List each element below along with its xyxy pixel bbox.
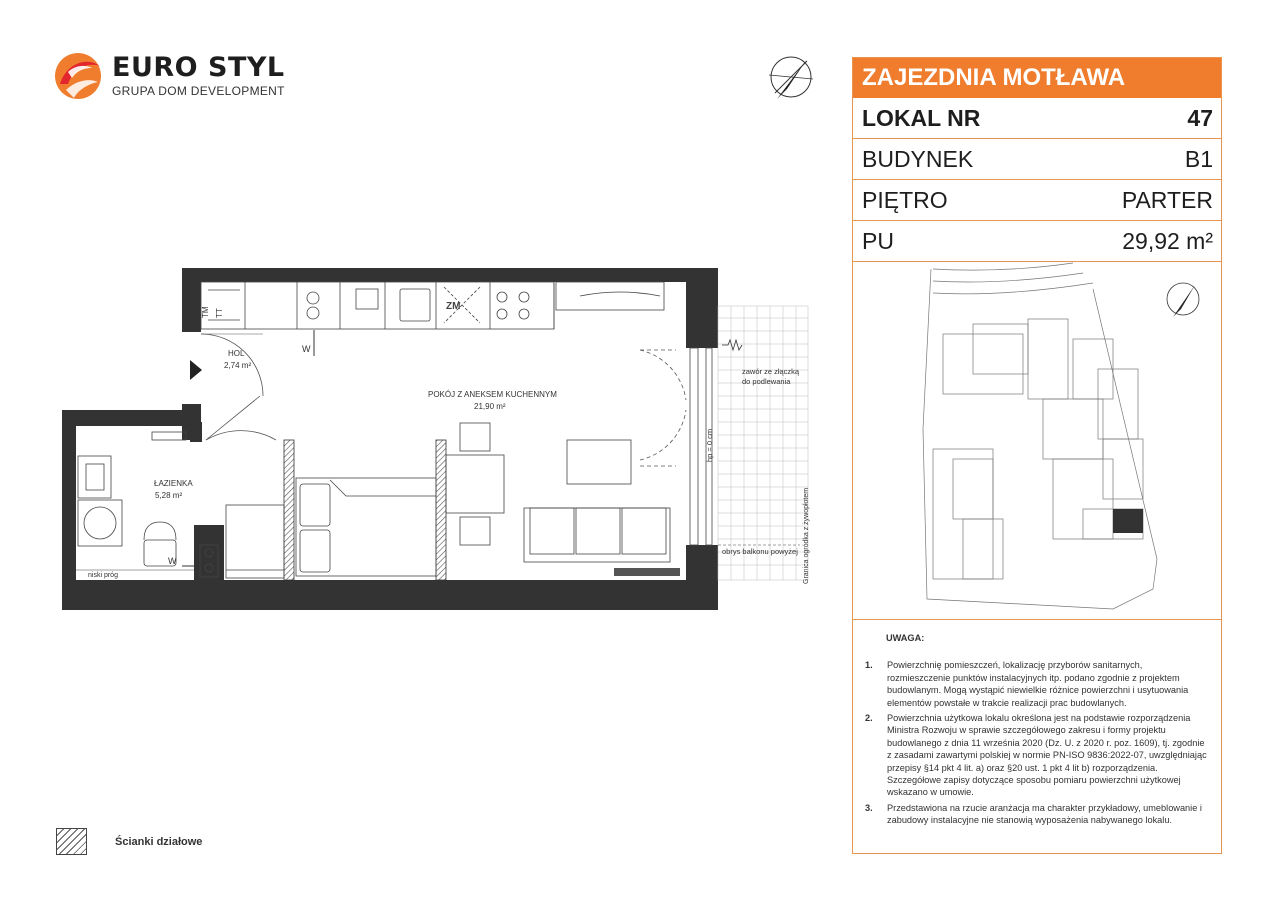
walls <box>62 268 718 610</box>
valve-label-1: zawór ze złączką <box>742 367 800 376</box>
room-lazienka-name: ŁAZIENKA <box>154 479 193 488</box>
site-map-drawing <box>853 259 1221 619</box>
brand-subtitle: GRUPA DOM DEVELOPMENT <box>112 84 285 98</box>
notes-title: UWAGA: <box>886 633 925 643</box>
valve-label-2: do podlewania <box>742 377 791 386</box>
note-text: Powierzchnię pomieszczeń, lokalizację przyborów sanitarnych, rozmieszczenie punktów instalacyjnych itp. podano zgodnie z projektem budowlanym. Mogą wystąpić niewielkie różnice powierzchni i usytuowania elementów powstałe w trakcie realizacji prac budowlanych. <box>887 660 1189 708</box>
tm-label: TM <box>201 306 210 318</box>
bathroom-fixtures <box>78 432 284 578</box>
note-item <box>865 712 1207 799</box>
bed <box>296 478 436 576</box>
room-pokoj-name: POKÓJ Z ANEKSEM KUCHENNYM <box>428 390 557 399</box>
row-lokal <box>853 98 1221 139</box>
coffee-table <box>567 440 631 484</box>
note-number: 2. <box>865 713 873 724</box>
w-label-bath: W <box>168 556 177 566</box>
note-number: 1. <box>865 660 873 671</box>
room-lazienka-area: 5,28 m² <box>155 491 183 500</box>
tv-stand <box>614 568 680 576</box>
dining-table <box>446 423 504 545</box>
note-item <box>865 659 1207 709</box>
tt-label: TT <box>215 308 224 318</box>
legend-label: Ścianki działowe <box>115 836 203 848</box>
project-name: ZAJEZDNIA MOTŁAWA <box>853 58 1221 98</box>
note-text: Powierzchnia użytkowa lokalu określona jest na podstawie rozporządzenia Ministra Rozwoju w sprawie szczegółowego zakresu i formy projektu budowlanego z dnia 11 września 2020 (Dz. U. z 2020 r. poz. 1609), tj. zgodnie z zasadami zawartymi polskiej w normie PN-ISO 9836:2022-07, uwzględniając przepisy §14 pkt 4 lit. a) oraz §20 ust. 1 pkt 4 lit b) rozporządzenia. Szczegółowe zapisy dotyczące sposobu pomiaru powierzchni użytkowej wskazano w umowie. <box>887 713 1207 798</box>
partition-walls <box>284 440 446 580</box>
row-budynek <box>853 139 1221 180</box>
brand-name: EURO STYL <box>112 52 285 83</box>
threshold-label: niski próg <box>88 572 118 579</box>
zm-label: ZM <box>446 301 461 312</box>
kitchen-counter <box>201 282 664 329</box>
room-hol-name: HOL <box>228 349 245 358</box>
row-budynek-label: BUDYNEK <box>862 145 974 172</box>
room-hol-area: 2,74 m² <box>224 361 252 370</box>
note-text: Przedstawiona na rzucie aranżacja ma charakter przykładowy, umeblowanie i zabudowy instalacyjne nie stanowią wyposażenia nabywanego lokalu. <box>887 802 1202 826</box>
row-lokal-value: 47 <box>1187 104 1213 131</box>
entrance-arrow-icon <box>190 360 202 380</box>
row-pu-value: 29,92 m² <box>1122 227 1213 254</box>
compass-icon <box>769 57 813 99</box>
valve-icon <box>722 340 742 350</box>
info-panel <box>852 57 1222 854</box>
row-pu-label: PU <box>862 227 894 254</box>
room-pokoj-area: 21,90 m² <box>474 402 506 411</box>
sofa <box>524 508 670 562</box>
legend-swatch <box>56 828 87 855</box>
row-pietro-value: PARTER <box>1121 186 1213 213</box>
balcony-outline-label: obrys balkonu powyżej <box>722 547 798 556</box>
hp-label: hp = 0 cm <box>705 428 714 462</box>
w-label-kitchen: W <box>302 344 311 354</box>
row-pietro <box>853 180 1221 221</box>
terrace <box>718 306 808 580</box>
note-number: 3. <box>865 802 873 813</box>
garden-border-label: Granica ogródka z żywopłotem <box>803 487 810 584</box>
site-map <box>853 259 1221 620</box>
row-pietro-label: PIĘTRO <box>862 186 948 213</box>
note-item <box>865 802 1207 827</box>
row-budynek-value: B1 <box>1184 145 1213 172</box>
row-lokal-label: LOKAL NR <box>862 104 981 131</box>
notes <box>853 620 1221 830</box>
row-pu <box>853 221 1221 262</box>
site-compass-icon <box>1167 283 1199 317</box>
